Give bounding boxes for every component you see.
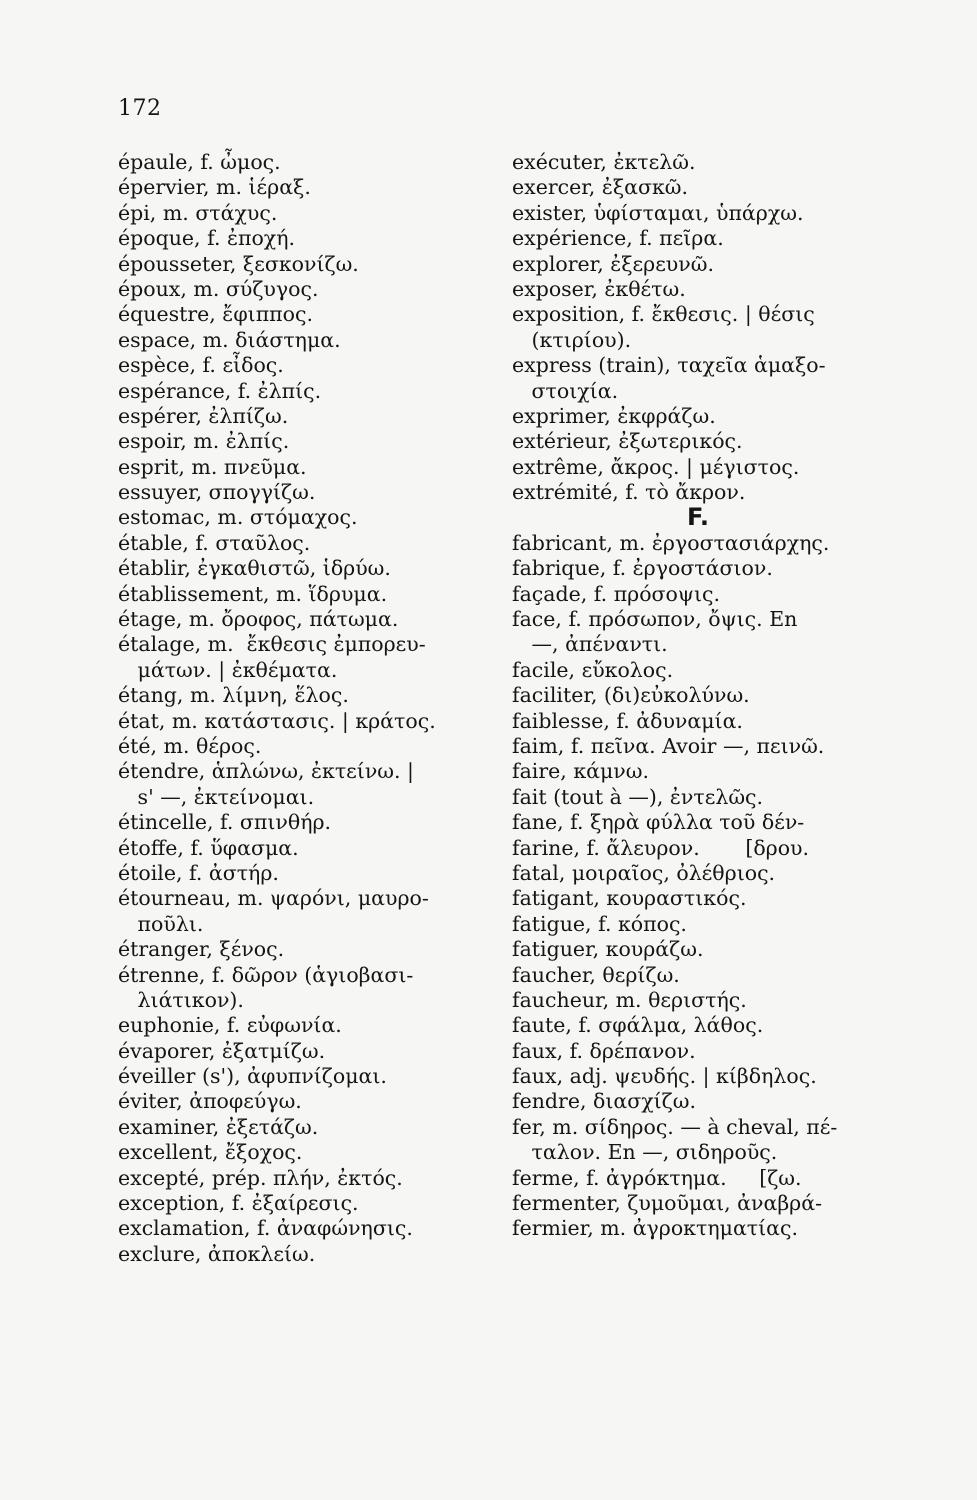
dictionary-entry-line: fait (tout à —), ἐντελῶς. bbox=[512, 784, 764, 809]
dictionary-entry-line: (κτιρίου). bbox=[512, 327, 632, 352]
dictionary-entry-line: expérience, f. πεῖρα. bbox=[512, 226, 724, 251]
dictionary-entry-line: exposition, f. ἔκθεσις. | θέσις bbox=[512, 302, 815, 327]
dictionary-entry-line: établissement, m. ἵδρυμα. bbox=[118, 581, 388, 606]
dictionary-entry-line: extrémité, f. τὸ ἄκρον. bbox=[512, 480, 746, 505]
dictionary-entry-line: fane, f. ξηρὰ φύλλα τοῦ δέν- bbox=[512, 810, 805, 835]
dictionary-entry-line: faux, f. δρέπανον. bbox=[512, 1038, 696, 1063]
dictionary-entry-line: éveiller (s'), ἀφυπνίζομαι. bbox=[118, 1064, 387, 1089]
dictionary-entry-line: faute, f. σφάλμα, λάθος. bbox=[512, 1013, 764, 1038]
dictionary-entry-line: époux, m. σύζυγος. bbox=[118, 276, 319, 301]
dictionary-entry-line: faucher, θερίζω. bbox=[512, 962, 680, 987]
left-column bbox=[118, 150, 498, 1267]
dictionary-entry-line: étincelle, f. σπινθήρ. bbox=[118, 810, 332, 835]
dictionary-entry-line: éviter, ἀποφεύγω. bbox=[118, 1089, 302, 1114]
dictionary-entry-line: exposer, ἐκθέτω. bbox=[512, 276, 686, 301]
page-number: 172 bbox=[118, 96, 162, 121]
dictionary-entry-line: face, f. πρόσωπον, ὄψις. En bbox=[512, 607, 798, 632]
dictionary-entry-line: épousseter, ξεσκονίζω. bbox=[118, 251, 359, 276]
dictionary-entry-line: été, m. θέρος. bbox=[118, 733, 262, 758]
dictionary-entry-line: étable, f. σταῦλος. bbox=[118, 530, 311, 555]
dictionary-entry-line: exprimer, ἐκφράζω. bbox=[512, 403, 716, 428]
dictionary-entry-line: faucheur, m. θεριστής. bbox=[512, 987, 747, 1012]
dictionary-entry-line: fer, m. σίδηρος. — à cheval, πέ- bbox=[512, 1114, 838, 1139]
dictionary-entry-line: étalage, m. ἔκθεσις ἐμπορευ- bbox=[118, 632, 426, 657]
dictionary-entry-line: ferme, f. ἀγρόκτημα. [ζω. bbox=[512, 1165, 802, 1190]
dictionary-entry-line: fabricant, m. ἐργοστασιάρχης. bbox=[512, 530, 830, 555]
dictionary-entry-line: esprit, m. πνεῦμα. bbox=[118, 454, 307, 479]
dictionary-entry-line: exister, ὑφίσταμαι, ὑπάρχω. bbox=[512, 200, 804, 225]
dictionary-entry-line: faiblesse, f. ἀδυναμία. bbox=[512, 708, 743, 733]
dictionary-entry-line: λιάτικον). bbox=[118, 987, 244, 1012]
dictionary-entry-line: exécuter, ἐκτελῶ. bbox=[512, 150, 696, 174]
dictionary-entry-line: express (train), ταχεῖα ἁμαξο- bbox=[512, 353, 826, 378]
dictionary-entry-line: euphonie, f. εὐφωνία. bbox=[118, 1013, 342, 1038]
dictionary-entry-line: espèce, f. εἶδος. bbox=[118, 353, 284, 378]
dictionary-entry-line: facile, εὔκολος. bbox=[512, 657, 674, 682]
right-column bbox=[512, 150, 884, 1242]
dictionary-entry-line: extérieur, ἐξωτερικός. bbox=[512, 429, 743, 454]
dictionary-entry-line: épi, m. στάχυς. bbox=[118, 200, 278, 225]
dictionary-entry-line: fatigue, f. κόπος. bbox=[512, 911, 687, 936]
dictionary-entry-line: étranger, ξένος. bbox=[118, 937, 285, 962]
dictionary-entry-line: époque, f. ἐποχή. bbox=[118, 226, 296, 251]
dictionary-entry-line: étage, m. ὄροφος, πάτωμα. bbox=[118, 607, 399, 632]
dictionary-entry-line: espérance, f. ἐλπίς. bbox=[118, 378, 322, 403]
dictionary-entry-line: excellent, ἔξοχος. bbox=[118, 1140, 303, 1165]
dictionary-entry-line: examiner, ἐξετάζω. bbox=[118, 1114, 319, 1139]
dictionary-entry-line: στοιχία. bbox=[512, 378, 619, 403]
dictionary-entry-line: épaule, f. ὦμος. bbox=[118, 150, 281, 174]
dictionary-entry-line: fatal, μοιραῖος, ὀλέθριος. bbox=[512, 860, 776, 885]
dictionary-entry-line: faim, f. πεῖνα. Avoir —, πεινῶ. bbox=[512, 733, 825, 758]
dictionary-entry-line: équestre, ἔφιππος. bbox=[118, 302, 313, 327]
dictionary-entry-line: étang, m. λίμνη, ἕλος. bbox=[118, 683, 349, 708]
dictionary-entry-line: faire, κάμνω. bbox=[512, 759, 650, 784]
dictionary-entry-line: état, m. κατάστασις. | κράτος. bbox=[118, 708, 436, 733]
dictionary-entry-line: exclure, ἀποκλείω. bbox=[118, 1241, 316, 1266]
dictionary-entry-line: essuyer, σπογγίζω. bbox=[118, 480, 316, 505]
dictionary-entry-line: fendre, διασχίζω. bbox=[512, 1089, 697, 1114]
dictionary-entry-line: établir, ἐγκαθιστῶ, ἱδρύω. bbox=[118, 556, 391, 581]
dictionary-entry-line: exclamation, f. ἀναφώνησις. bbox=[118, 1216, 413, 1241]
dictionary-entry-line: étoffe, f. ὕφασμα. bbox=[118, 835, 299, 860]
dictionary-entry-line: étourneau, m. ψαρόνι, μαυρο- bbox=[118, 886, 429, 911]
dictionary-entry-line: estomac, m. στόμαχος. bbox=[118, 505, 358, 530]
dictionary-entry-line: fermenter, ζυμοῦμαι, ἀναβρά- bbox=[512, 1191, 823, 1216]
dictionary-entry-line: étoile, f. ἀστήρ. bbox=[118, 860, 279, 885]
dictionary-entry-line: exercer, ἐξασκῶ. bbox=[512, 175, 688, 200]
dictionary-entry-line: espérer, ἐλπίζω. bbox=[118, 403, 289, 428]
dictionary-entry-line: fatiguer, κουράζω. bbox=[512, 937, 704, 962]
dictionary-entry-line: farine, f. ἄλευρον. [δρου. bbox=[512, 835, 810, 860]
dictionary-entry-line: excepté, prép. πλήν, ἐκτός. bbox=[118, 1165, 403, 1190]
dictionary-entry-line: façade, f. πρόσοψις. bbox=[512, 581, 721, 606]
dictionary-entry-line: exception, f. ἐξαίρεσις. bbox=[118, 1191, 359, 1216]
dictionary-entry-line: épervier, m. ἱέραξ. bbox=[118, 175, 311, 200]
dictionary-entry-line: explorer, ἐξερευνῶ. bbox=[512, 251, 714, 276]
dictionary-entry-line: ταλον. En —, σιδηροῦς. bbox=[512, 1140, 778, 1165]
section-letter-f: F. bbox=[687, 503, 709, 532]
dictionary-entry-line: étrenne, f. δῶρον (ἁγιοβασι- bbox=[118, 962, 414, 987]
dictionary-entry-line: fabrique, f. ἐργοστάσιον. bbox=[512, 556, 773, 581]
dictionary-entry-line: μάτων. | ἐκθέματα. bbox=[118, 657, 338, 682]
dictionary-entry-line: s' —, ἐκτείνομαι. bbox=[118, 784, 315, 809]
dictionary-entry-line: —, ἀπέναντι. bbox=[512, 632, 668, 657]
dictionary-entry-line: faciliter, (δι)εὐκολύνω. bbox=[512, 683, 750, 708]
dictionary-entry-line: étendre, ἁπλώνω, ἐκτείνω. | bbox=[118, 759, 414, 784]
dictionary-entry-line: évaporer, ἐξατμίζω. bbox=[118, 1038, 326, 1063]
dictionary-entry-line: fermier, m. ἀγροκτηματίας. bbox=[512, 1216, 799, 1241]
dictionary-entry-line: espace, m. διάστημα. bbox=[118, 327, 341, 352]
dictionary-entry-line: espoir, m. ἐλπίς. bbox=[118, 429, 290, 454]
dictionary-entry-line: extrême, ἄκρος. | μέγιστος. bbox=[512, 454, 800, 479]
dictionary-entry-line: fatigant, κουραστικός. bbox=[512, 886, 747, 911]
dictionary-entry-line: faux, adj. ψευδής. | κίβδηλος. bbox=[512, 1064, 817, 1089]
dictionary-entry-line: ποῦλι. bbox=[118, 911, 204, 936]
